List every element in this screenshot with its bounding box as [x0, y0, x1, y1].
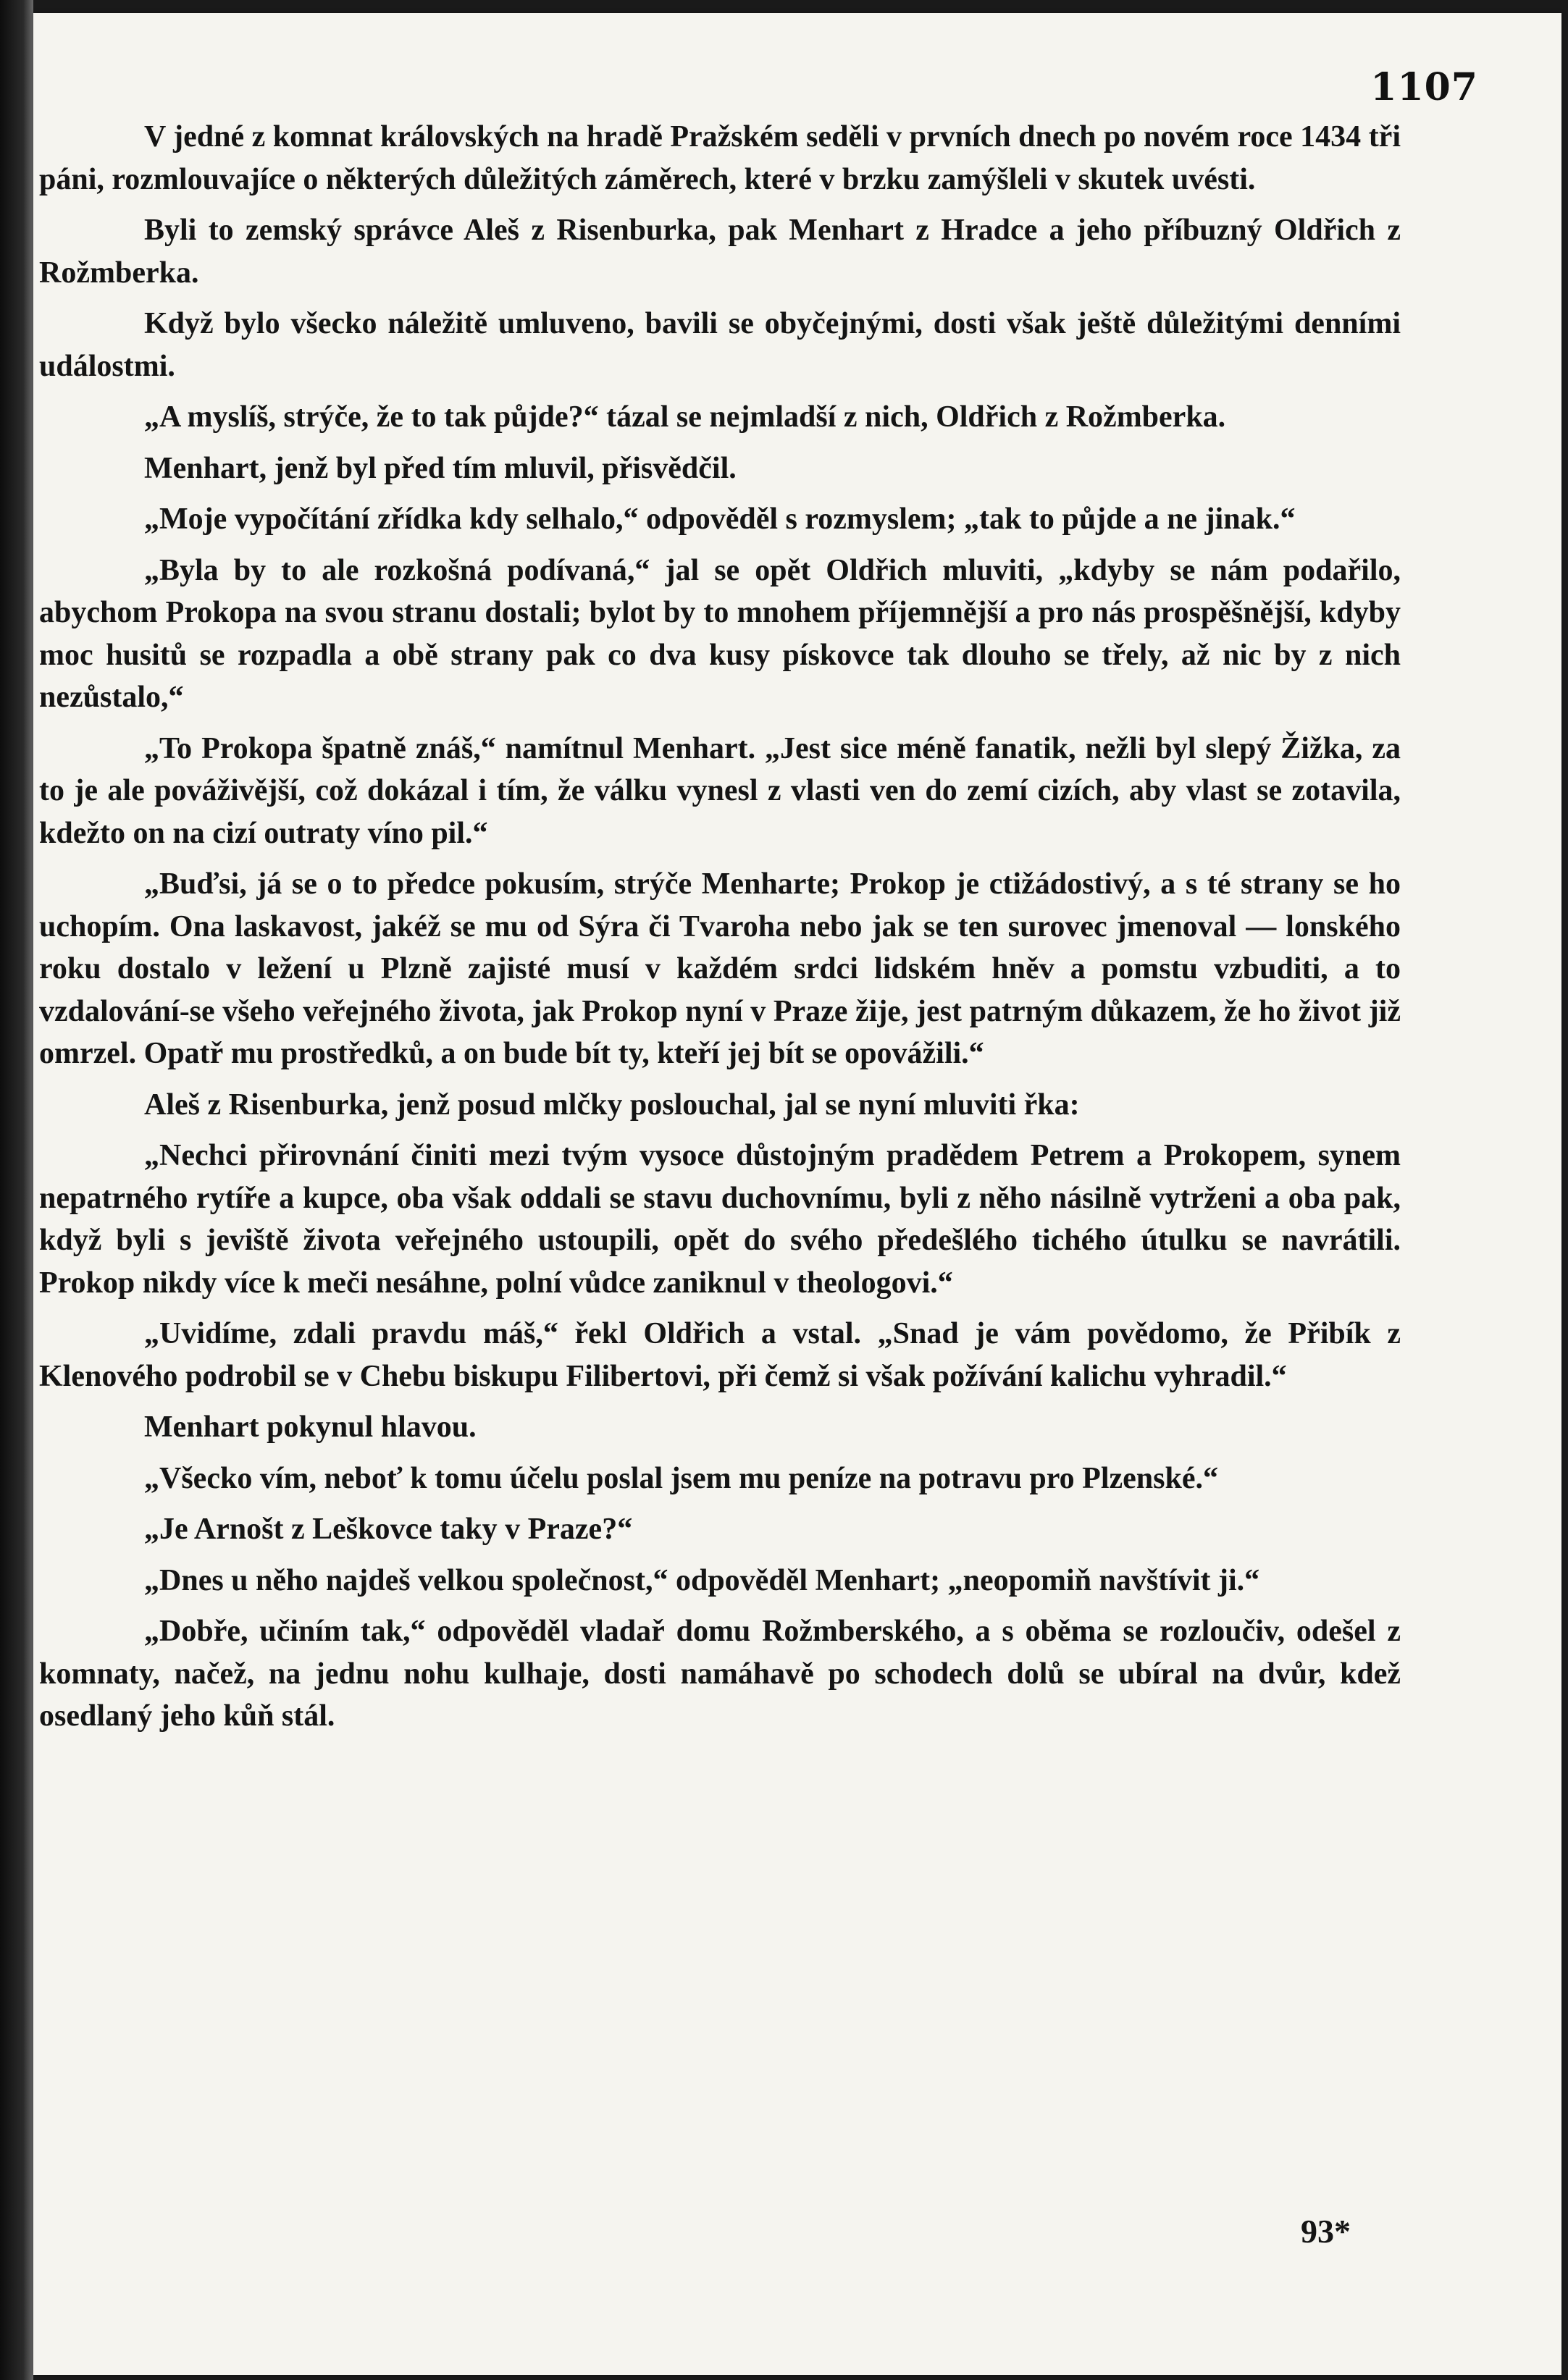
- paragraph: „Uvidíme, zdali pravdu máš,“ řekl Oldřich a vstal. „Snad je vám povědomo, že Přibík z Klenového podrobil se v Chebu biskupu Filibertovi, při čemž si však požívání kalichu vyhradil.“: [39, 1317, 1401, 1393]
- paragraph: Menhart pokynul hlavou.: [144, 1410, 477, 1444]
- paragraph: Když bylo všecko náležitě umluveno, bavili se obyčejnými, dosti však ještě důležitými denními událostmi.: [39, 307, 1401, 383]
- paragraph: „To Prokopa špatně znáš,“ namítnul Menhart. „Jest sice méně fanatik, nežli byl slepý Žižka, za to je ale pováživější, což dokázal i tím, že válku vynesl z vlasti ven do zemí cizích, aby vlast se zotavila, kdežto on na cizí outraty víno pil.“: [39, 731, 1401, 850]
- paragraph: „A myslíš, strýče, že to tak půjde?“ tázal se nejmladší z nich, Oldřich z Rožmberka.: [144, 400, 1226, 434]
- paragraph: „Moje vypočítání zřídka kdy selhalo,“ odpověděl s rozmyslem; „tak to půjde a ne jinak.“: [144, 503, 1296, 536]
- paragraph: V jedné z komnat královských na hradě Pražském seděli v prvních dnech po novém roce 1434 tři páni, rozmlouvajíce o některých důležitých záměrech, které v brzku zamýšleli v skutek uvésti.: [39, 120, 1401, 196]
- paragraph: „Nechci přirovnání činiti mezi tvým vysoce důstojným pradědem Petrem a Prokopem, synem nepatrného rytíře a kupce, oba však oddali se stavu duchovnímu, byli z něho násilně vytrženi a oba pak, když byli s jeviště života veřejného ustoupili, opět do svého předešlého tichého útulku se navrátili. Prokop nikdy více k meči nesáhne, polní vůdce zaniknul v theologovi.“: [39, 1139, 1401, 1300]
- paragraph: „Dnes u něho najdeš velkou společnost,“ odpověděl Menhart; „neopomiň navštívit ji.“: [144, 1563, 1260, 1597]
- page-number: 1107: [1370, 65, 1478, 109]
- signature-mark: 93*: [1301, 2213, 1351, 2250]
- body-text: [39, 116, 1401, 1746]
- book-binding-edge: [0, 0, 33, 2380]
- paragraph: „Všecko vím, neboť k tomu účelu poslal jsem mu peníze na potravu pro Plzenské.“: [144, 1461, 1218, 1495]
- paragraph: „Dobře, učiním tak,“ odpověděl vladař domu Rožmberského, a s oběma se rozloučiv, odešel z komnaty, načež, na jednu nohu kulhaje, dosti namáhavě po schodech dolů se ubíral na dvůr, kdež osedlaný jeho kůň stál.: [39, 1615, 1401, 1733]
- paragraph: Aleš z Risenburka, jenž posud mlčky poslouchal, jal se nyní mluviti řka:: [144, 1088, 1080, 1122]
- paragraph: „Je Arnošt z Leškovce taky v Praze?“: [144, 1513, 633, 1546]
- paragraph: Byli to zemský správce Aleš z Risenburka, pak Menhart z Hradce a jeho příbuzný Oldřich z Rožmberka.: [39, 214, 1401, 290]
- paragraph: „Buďsi, já se o to předce pokusím, strýče Menharte; Prokop je ctižádostivý, a s té strany se ho uchopím. Ona laskavost, jakéž se mu od Sýra či Tvaroha nebo jak se ten surovec jmenoval — lonského roku dostalo v ležení u Plzně zajisté musí v každém srdci lidském hněv a pomstu vzbuditi, a to vzdalování-se všeho veřejného života, jak Prokop nyní v Praze žije, jest patrným důkazem, že ho život již omrzel. Opatř mu prostředků, a on bude bít ty, kteří jej bít se opovážili.“: [39, 867, 1401, 1070]
- paragraph: „Byla by to ale rozkošná podívaná,“ jal se opět Oldřich mluviti, „kdyby se nám podařilo, abychom Prokopa na svou stranu dostali; bylot by to mnohem příjemnější a pro nás prospěšnější, kdyby moc husitů se rozpadla a obě strany pak co dva kusy pískovce tak dlouho se třely, až nic by z nich nezůstalo,“: [39, 553, 1401, 714]
- paragraph: Menhart, jenž byl před tím mluvil, přisvědčil.: [144, 451, 737, 485]
